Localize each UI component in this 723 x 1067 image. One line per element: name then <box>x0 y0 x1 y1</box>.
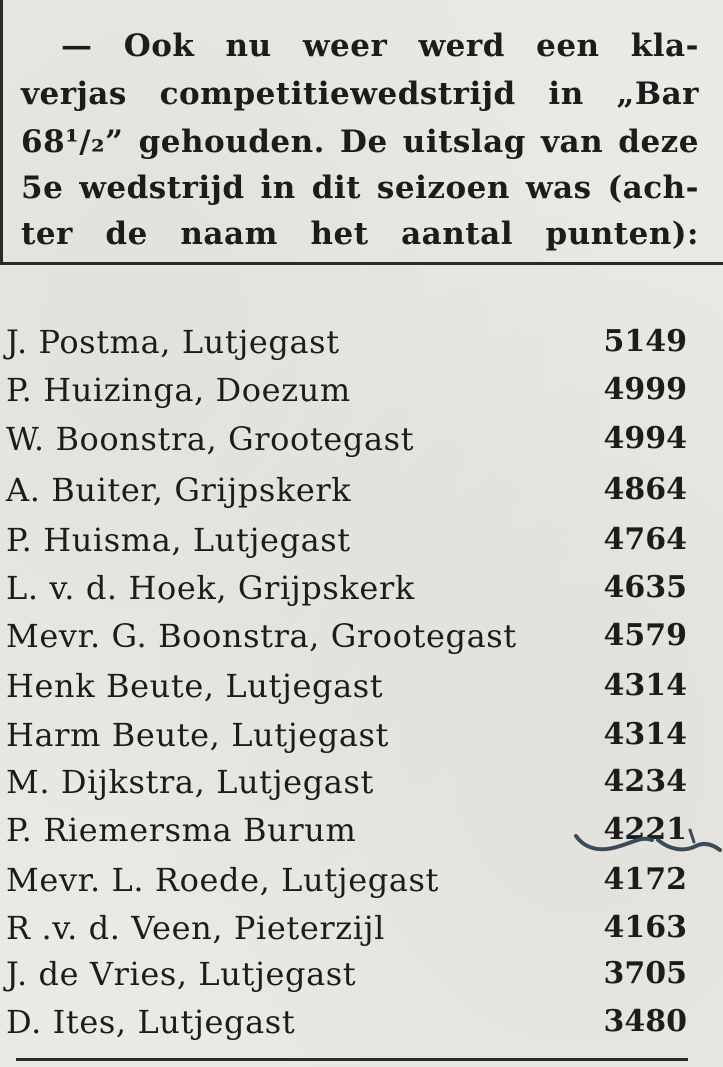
player-score: 4234 <box>603 764 687 799</box>
player-score: 4172 <box>603 862 687 897</box>
intro-line: 68¹/₂” gehouden. De uitslag van deze <box>21 124 699 160</box>
player-score: 4163 <box>603 910 687 945</box>
player-score: 3705 <box>603 956 687 991</box>
player-name: R .v. d. Veen, Pieterzijl <box>6 909 385 947</box>
player-name: M. Dijkstra, Lutjegast <box>6 763 374 801</box>
result-row <box>0 366 723 414</box>
player-name: L. v. d. Hoek, Grijpskerk <box>6 569 415 607</box>
result-row <box>0 998 723 1046</box>
player-score: 4999 <box>603 372 687 407</box>
result-row <box>0 612 723 660</box>
player-name: J. de Vries, Lutjegast <box>6 955 357 993</box>
intro-line: ter de naam het aantal punten): <box>21 216 699 252</box>
result-row <box>0 662 723 710</box>
player-score: 4221 <box>603 812 687 847</box>
result-row <box>0 904 723 952</box>
player-name: D. Ites, Lutjegast <box>6 1003 296 1041</box>
intro-paragraph <box>0 0 702 262</box>
player-score: 4864 <box>603 472 687 507</box>
result-row <box>0 516 723 564</box>
result-row <box>0 758 723 806</box>
intro-line: 5e wedstrijd in dit seizoen was (ach- <box>21 170 699 206</box>
player-name: A. Buiter, Grijpskerk <box>6 471 352 509</box>
player-name: Mevr. G. Boonstra, Grootegast <box>6 617 517 655</box>
player-score: 4314 <box>603 717 687 752</box>
intro-line: verjas competitiewedstrijd in „Bar <box>21 76 699 112</box>
player-score: 3480 <box>603 1004 687 1039</box>
result-row <box>0 318 723 366</box>
result-row <box>0 415 723 463</box>
result-row <box>0 950 723 998</box>
handwritten-underline-mark <box>572 822 722 862</box>
bottom-divider-rule <box>16 1058 688 1061</box>
player-score: 4579 <box>603 618 687 653</box>
result-row <box>0 856 723 904</box>
player-name: P. Huisma, Lutjegast <box>6 521 351 559</box>
player-name: P. Riemersma Burum <box>6 811 357 849</box>
player-score: 5149 <box>603 324 687 359</box>
player-score: 4994 <box>603 421 687 456</box>
player-name: J. Postma, Lutjegast <box>6 323 340 361</box>
player-name: Mevr. L. Roede, Lutjegast <box>6 861 439 899</box>
player-score: 4314 <box>603 668 687 703</box>
player-name: W. Boonstra, Grootegast <box>6 420 415 458</box>
player-score: 4635 <box>603 570 687 605</box>
player-name: P. Huizinga, Doezum <box>6 371 351 409</box>
result-row <box>0 564 723 612</box>
top-divider-rule <box>0 262 723 265</box>
player-score: 4764 <box>603 522 687 557</box>
result-row <box>0 466 723 514</box>
intro-line: — Ook nu weer werd een kla- <box>61 28 699 64</box>
player-name: Henk Beute, Lutjegast <box>6 667 384 705</box>
result-row <box>0 711 723 759</box>
player-name: Harm Beute, Lutjegast <box>6 716 390 754</box>
